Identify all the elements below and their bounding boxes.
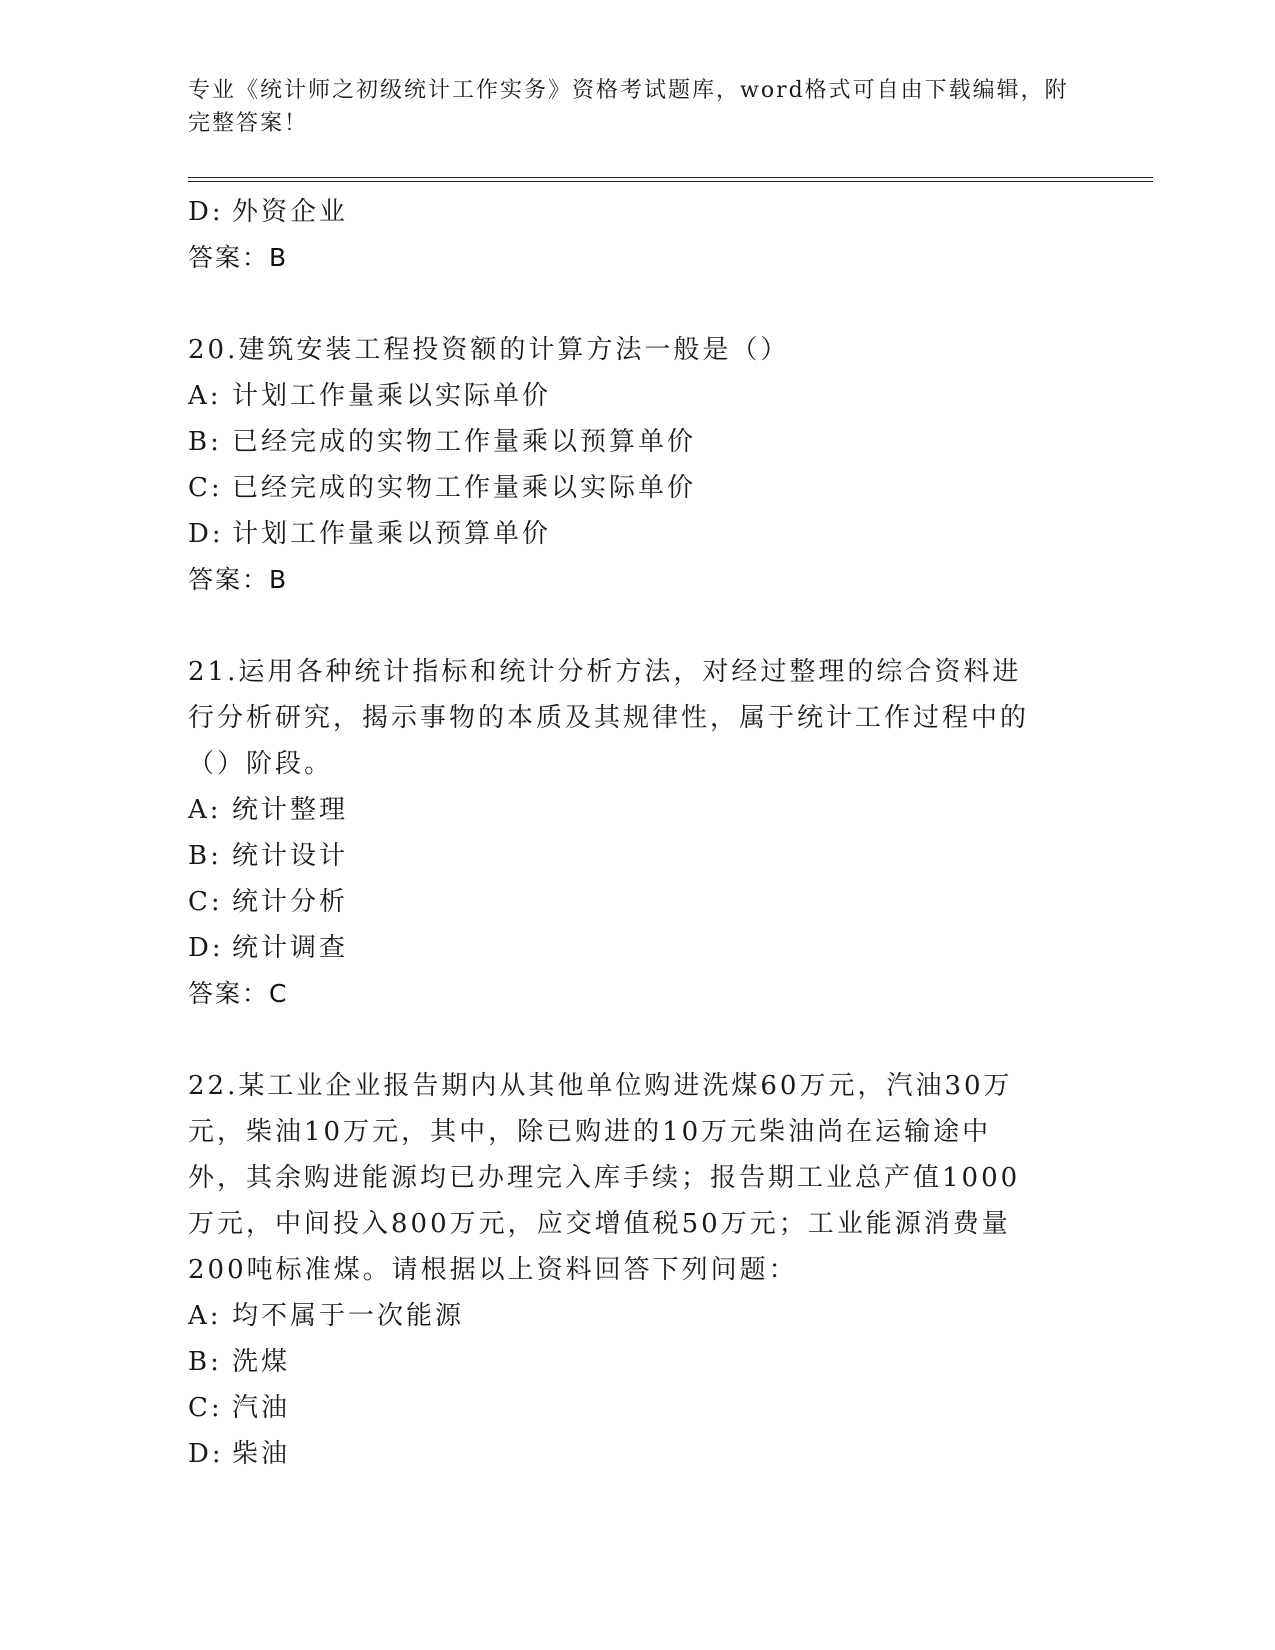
question-content xyxy=(188,189,1088,1477)
spacer xyxy=(188,281,1088,327)
option-text: 统计调查 xyxy=(232,933,349,963)
option-letter: D: xyxy=(188,519,224,549)
question-number: 20. xyxy=(188,335,239,365)
option-line xyxy=(188,787,1088,833)
option-text: 汽油 xyxy=(232,1393,291,1423)
option-line xyxy=(188,419,1088,465)
question-text: 建筑安装工程投资额的计算方法一般是（） xyxy=(238,335,790,365)
option-letter: B: xyxy=(188,427,222,457)
answer-line: 答案：C xyxy=(188,979,289,1008)
option-letter: D: xyxy=(188,1439,224,1469)
question-text: 某工业企业报告期内从其他单位购进洗煤60万元，汽油30万元，柴油10万元，其中，除已购进的10万元柴油尚在运输途中外，其余购进能源均已办理完入库手续；报告期工业总产值1000万元，中间投入800万元，应交增值税50万元；工业能源消费量200吨标准煤。请根据以上资料回答下列问题： xyxy=(188,1071,1021,1285)
question-stem xyxy=(188,1063,1048,1293)
option-letter: C: xyxy=(188,473,223,503)
option-letter: D: xyxy=(188,933,224,963)
option-text: 统计设计 xyxy=(232,841,349,871)
option-line xyxy=(188,1385,1088,1431)
option-text: 已经完成的实物工作量乘以实际单价 xyxy=(232,473,697,503)
option-text: 统计分析 xyxy=(232,887,349,917)
option-text: 计划工作量乘以预算单价 xyxy=(232,519,552,549)
option-line xyxy=(188,833,1088,879)
option-line xyxy=(188,1293,1088,1339)
answer-line: 答案：B xyxy=(188,565,289,594)
option-text: 柴油 xyxy=(232,1439,291,1469)
answer-line: 答案：B xyxy=(188,243,289,272)
option-letter: B: xyxy=(188,841,222,871)
header-divider xyxy=(188,177,1153,182)
document-header xyxy=(188,74,1088,140)
option-line xyxy=(188,925,1088,971)
question-number: 21. xyxy=(188,657,239,687)
option-line xyxy=(188,1339,1088,1385)
option-letter: B: xyxy=(188,1347,222,1377)
option-line xyxy=(188,1431,1088,1477)
option-letter: A: xyxy=(188,381,222,411)
header-text: 专业《统计师之初级统计工作实务》资格考试题库，word格式可自由下载编辑，附完整答案！ xyxy=(188,78,1069,136)
spacer xyxy=(188,1017,1088,1063)
option-letter: C: xyxy=(188,1393,223,1423)
question-number: 22. xyxy=(188,1071,239,1101)
option-letter: D: xyxy=(188,197,224,227)
option-line xyxy=(188,465,1088,511)
option-letter: A: xyxy=(188,1301,222,1331)
question-stem xyxy=(188,649,1048,787)
option-line xyxy=(188,511,1088,557)
option-line xyxy=(188,189,1088,235)
option-text: 统计整理 xyxy=(232,795,349,825)
option-text: 计划工作量乘以实际单价 xyxy=(232,381,552,411)
question-stem xyxy=(188,327,1088,373)
option-line xyxy=(188,879,1088,925)
question-text: 运用各种统计指标和统计分析方法，对经过整理的综合资料进行分析研究，揭示事物的本质及其规律性，属于统计工作过程中的（）阶段。 xyxy=(188,657,1030,779)
option-letter: C: xyxy=(188,887,223,917)
option-line xyxy=(188,373,1088,419)
option-text: 均不属于一次能源 xyxy=(232,1301,465,1331)
spacer xyxy=(188,603,1088,649)
option-text: 洗煤 xyxy=(232,1347,291,1377)
option-text: 外资企业 xyxy=(232,197,349,227)
option-text: 已经完成的实物工作量乘以预算单价 xyxy=(232,427,697,457)
option-letter: A: xyxy=(188,795,222,825)
